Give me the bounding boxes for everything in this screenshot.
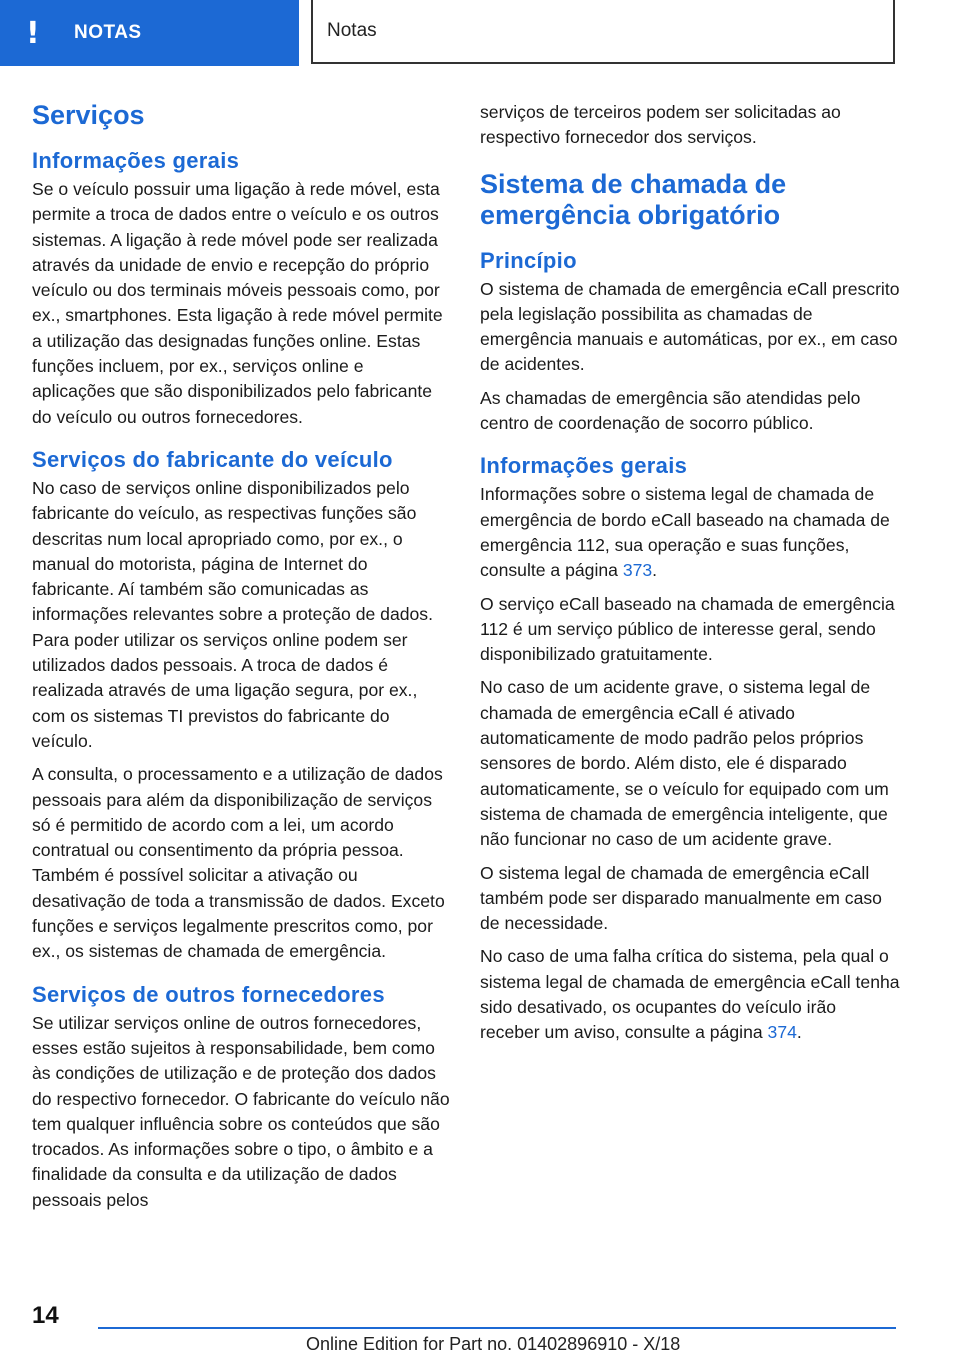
footer-edition: Online Edition for Part no. 01402896910 - X/18 <box>306 1334 681 1354</box>
heading-informacoes-gerais-ecall: Informações gerais <box>480 453 688 479</box>
page-number: 14 <box>32 1302 59 1329</box>
section-label: NOTAS <box>74 22 142 43</box>
right-column <box>480 100 900 1054</box>
paragraph-text: Informações sobre o sistema legal de chamada de emergência de bordo eCall baseado na chamada de emergência 112, sua operação e suas funções, consulte a página <box>480 484 890 581</box>
heading-sistema-chamada-emergencia: Sistema de chamada de emergência obrigatório <box>480 168 787 230</box>
page-title: Notas <box>311 0 895 64</box>
paragraph: O sistema legal de chamada de emergência eCall também pode ser disparado manualmente em caso de necessidade. <box>480 862 882 934</box>
page-link-374[interactable]: 374 <box>767 1022 797 1043</box>
heading-outros-fornecedores: Serviços de outros fornecedores <box>32 981 385 1007</box>
heading-principio: Princípio <box>480 247 577 273</box>
paragraph: O serviço eCall baseado na chamada de emergência 112 é um serviço público de interesse geral, sendo disponibilizado gratuitamente. <box>480 593 895 665</box>
left-column <box>32 100 450 1221</box>
paragraph <box>480 482 900 583</box>
page-link-373[interactable]: 373 <box>622 560 653 581</box>
paragraph: No caso de serviços online disponibilizados pelo fabricante do veículo, as respectivas funções são descritas num local apropriado como, por ex., o manual do motorista, página de Internet do fabricante. Aí também são comunicadas as informações relevantes sobre a proteção de dados. Para poder utilizar os serviços online podem ser utilizados dados pessoais. A troca de dados é realizada através de uma ligação segura, por ex., com os sistemas TI previstos do fabricante do veículo. <box>32 477 433 751</box>
paragraph-text: No caso de uma falha crítica do sistema, pela qual o sistema legal de chamada de emergência eCall tenha sido desativado, os ocupantes do veículo irão receber um aviso, consulte a página <box>480 946 900 1043</box>
section-tab-notas[interactable] <box>0 0 299 66</box>
heading-servicos-fabricante: Serviços do fabricante do veículo <box>32 446 393 472</box>
heading-servicos: Serviços <box>32 100 145 130</box>
paragraph: A consulta, o processamento e a utilização de dados pessoais para além da disponibilização de serviços só é permitido de acordo com a lei, um acordo contratual ou consentimento da própria pessoa. Também é possível solicitar a ativação ou desativação de toda a transmissão de dados. Exceto funções e serviços legalmente prescritos como, por ex., os sistemas de chamada de emergência. <box>32 764 445 962</box>
paragraph: Se o veículo possuir uma ligação à rede móvel, esta permite a troca de dados entre o veículo e os outros sistemas. A ligação à rede móvel pode ser realizada através da unidade de envio e recepção do próprio veículo ou dos terminais móveis pessoais como, por ex., smartphones. Esta ligação à rede móvel permite a utilização das designadas funções online. Estas funções incluem, por ex., serviços online e aplicações que são disponibilizados pelo fabricante do veículo ou outros fornecedores. <box>32 179 443 427</box>
paragraph-end: . <box>652 560 658 581</box>
paragraph: As chamadas de emergência são atendidas pelo centro de coordenação de socorro público. <box>480 387 861 434</box>
paragraph: No caso de um acidente grave, o sistema legal de chamada de emergência eCall é ativado automaticamente de modo padrão pelos próprios sensores de bordo. Além disto, ele é disparado automaticamente, se o veículo for equipado com um sistema de chamada de emergência inteligente, que não funcionar no caso de um acidente grave. <box>480 677 889 850</box>
heading-informacoes-gerais: Informações gerais <box>32 148 240 173</box>
page-header <box>0 0 960 66</box>
paragraph: O sistema de chamada de emergência eCall prescrito pela legislação possibilita as chamadas de emergência manuais e automáticas, por ex., em caso de acidentes. <box>480 278 900 375</box>
exclamation-icon: ! <box>26 15 40 51</box>
paragraph-end: . <box>796 1022 802 1043</box>
paragraph: serviços de terceiros podem ser solicitadas ao respectivo fornecedor dos serviços. <box>480 102 841 148</box>
footer-divider <box>98 1327 896 1329</box>
paragraph: Se utilizar serviços online de outros fornecedores, esses estão sujeitos à responsabilidade, bem como às condições de utilização e de proteção dos dados do respectivo fornecedor. O fabricante do veículo não tem qualquer influência sobre os conteúdos que são trocados. As informações sobre o tipo, o âmbito e a finalidade da consulta e da utilização de dados pessoais pelos <box>32 1012 450 1210</box>
paragraph <box>480 944 900 1045</box>
